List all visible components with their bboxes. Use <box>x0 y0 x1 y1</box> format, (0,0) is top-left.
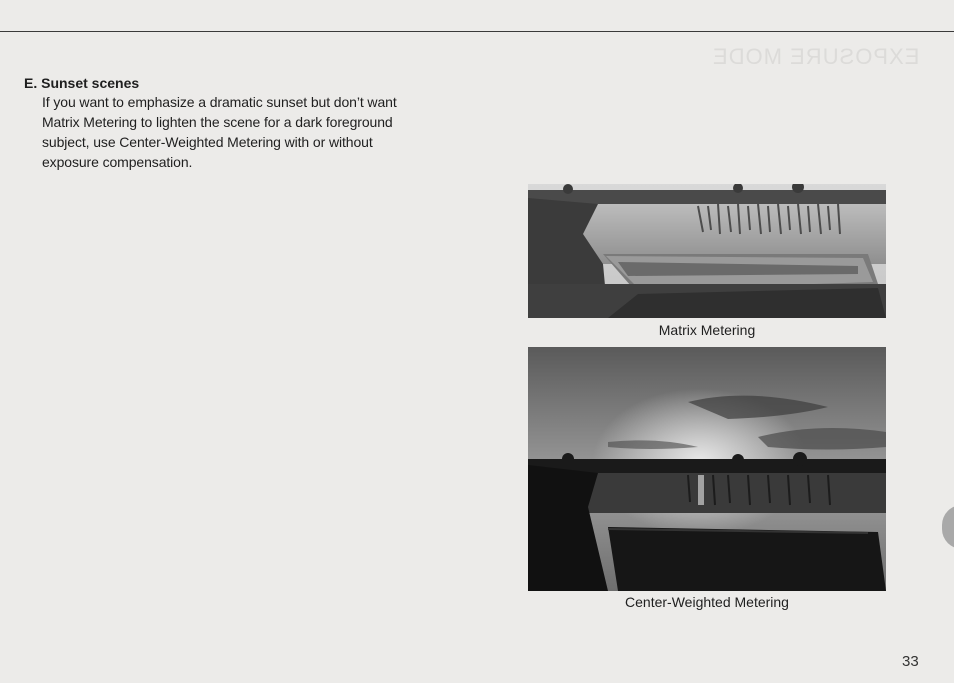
page-edge-tab <box>942 505 954 549</box>
matrix-metering-photo <box>528 184 886 318</box>
header-rule <box>0 31 954 32</box>
figure-caption: Center-Weighted Metering <box>625 594 789 610</box>
section-heading: E. Sunset scenes <box>24 75 140 91</box>
sunset-scenes-section <box>24 74 464 172</box>
body-line: subject, use Center-Weighted Metering with or without <box>42 134 373 150</box>
section-body <box>42 92 464 172</box>
body-line: exposure compensation. <box>42 154 193 170</box>
body-line: Matrix Metering to lighten the scene for a dark foreground <box>42 114 393 130</box>
center-weighted-metering-photo <box>528 347 886 591</box>
body-line: If you want to emphasize a dramatic sunset but don’t want <box>42 94 397 110</box>
figure-caption: Matrix Metering <box>658 322 756 338</box>
page-number: 33 <box>902 653 919 670</box>
bleed-through-text: EXPOSURE MODE <box>712 44 920 69</box>
